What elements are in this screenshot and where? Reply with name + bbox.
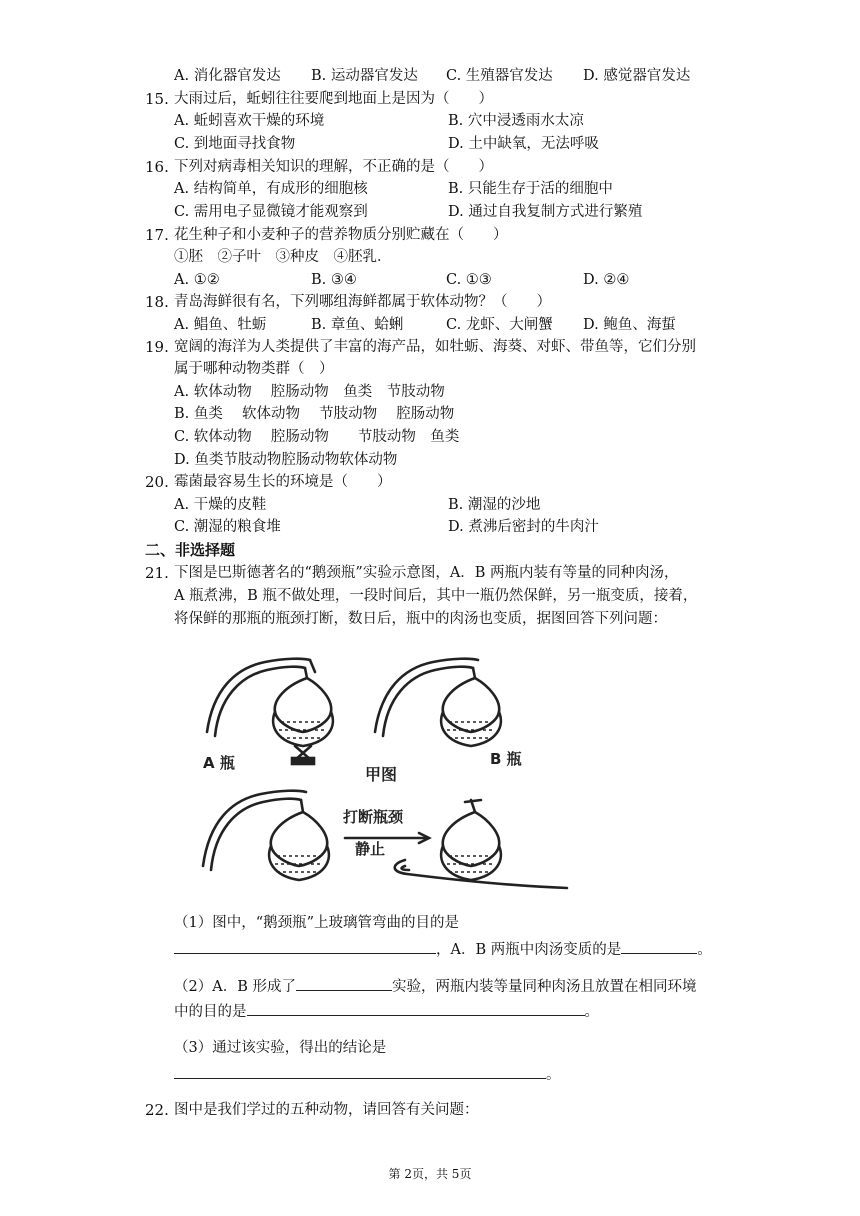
- q22-stem: 图中是我们学过的五种动物，请回答有关问题：: [174, 1102, 479, 1118]
- q14-option-c: C. 生殖器官发达: [446, 68, 553, 84]
- q19-option-c: C. 软体动物 腔肠动物 节肢动物 鱼类: [174, 429, 460, 445]
- q17-option-b: B. ③④: [311, 272, 357, 288]
- section-heading: 二、非选择题: [145, 541, 236, 559]
- q21-sub2-end: 。: [584, 1004, 599, 1020]
- q18-stem: 青岛海鲜很有名，下列哪组海鲜都属于软体动物？（ ）: [174, 294, 551, 310]
- q17-options: [174, 270, 734, 290]
- answer-blank-3[interactable]: [296, 975, 392, 991]
- q16-option-a: A. 结构简单，有成形的细胞核: [174, 181, 368, 197]
- flask-a: [203, 659, 333, 772]
- q21-sub1-line: [174, 938, 712, 960]
- q14-option-b: B. 运动器官发达: [311, 68, 418, 84]
- flask-a-label: A 瓶: [203, 754, 235, 772]
- flask-b: [375, 659, 522, 768]
- q16-option-c: C. 需用电子显微镜才能观察到: [174, 204, 368, 220]
- q21-sub3-end: 。: [546, 1067, 561, 1083]
- q21-sub1-mid: ，A．B 两瓶中肉汤变质的是: [436, 942, 622, 958]
- q20-option-a: A. 干燥的皮鞋: [174, 497, 267, 513]
- q20-option-b: B. 潮湿的沙地: [448, 497, 541, 513]
- flask-intact: [203, 791, 329, 880]
- q21-number: 21.: [145, 564, 169, 582]
- q18-number: 18.: [145, 293, 169, 311]
- q17-option-d: D. ②④: [583, 272, 630, 288]
- q21-stem-line3: 将保鲜的那瓶的瓶颈打断，数日后，瓶中的肉汤也变质，据图回答下列问题：: [174, 611, 667, 627]
- q18-option-b: B. 章鱼、蛤蜊: [311, 317, 404, 333]
- q17-stem: 花生种子和小麦种子的营养物质分别贮藏在（ ）: [174, 227, 508, 243]
- q21-sub1-prompt: （1）图中，“鹅颈瓶”上玻璃管弯曲的目的是: [174, 915, 460, 931]
- q19-number: 19.: [145, 338, 169, 356]
- q16-option-b: B. 只能生存于活的细胞中: [448, 181, 613, 197]
- figure-caption: 甲图: [365, 765, 398, 784]
- q21-sub2-mid: 实验，两瓶内装等量同种肉汤且放置在相同环境: [391, 979, 697, 995]
- q21-sub2-line1: [174, 975, 696, 997]
- q21-sub1-end: 。: [697, 942, 712, 958]
- q20-stem: 霉菌最容易生长的环境是（ ）: [174, 474, 392, 490]
- q21-stem-line1: 下图是巴斯德著名的“鹅颈瓶”实验示意图，A．B 两瓶内装有等量的同种肉汤，: [174, 565, 679, 581]
- q19-stem-line2: 属于哪种动物类群（ ）: [174, 361, 334, 377]
- q17-number: 17.: [145, 226, 169, 244]
- q15-option-d: D. 土中缺氧，无法呼吸: [448, 136, 599, 152]
- flask-b-label: B 瓶: [490, 750, 522, 768]
- arrow-label-bottom: 静止: [355, 840, 386, 858]
- q19-stem-line1: 宽阔的海洋为人类提供了丰富的海产品，如牡蛎、海葵、对虾、带鱼等，它们分别: [174, 339, 696, 355]
- q21-sub2-line2: [174, 1000, 599, 1022]
- swan-neck-flask-figure: [195, 650, 575, 895]
- q15-option-a: A. 蚯蚓喜欢干燥的环境: [174, 113, 325, 129]
- q18-options: [174, 315, 734, 335]
- q14-option-a: A. 消化器官发达: [174, 68, 281, 84]
- q16-option-d: D. 通过自我复制方式进行繁殖: [448, 204, 643, 220]
- q14-options: [174, 66, 734, 86]
- q19-option-a: A. 软体动物 腔肠动物 鱼类 节肢动物: [174, 384, 445, 400]
- q15-option-b: B. 穴中浸透雨水太凉: [448, 113, 584, 129]
- answer-blank-4[interactable]: [247, 1000, 585, 1016]
- answer-blank-5[interactable]: [174, 1063, 546, 1079]
- q20-option-d: D. 煮沸后密封的牛肉汁: [448, 519, 599, 535]
- flask-broken: [395, 800, 567, 888]
- q19-option-b: B. 鱼类 软体动物 节肢动物 腔肠动物: [174, 406, 455, 422]
- q21-sub3-prompt: （3）通过该实验，得出的结论是: [174, 1040, 387, 1056]
- answer-blank-2[interactable]: [621, 938, 697, 954]
- q21-sub2-cont: 中的目的是: [174, 1004, 247, 1020]
- q22-number: 22.: [145, 1101, 169, 1119]
- q18-option-a: A. 鲳鱼、牡蛎: [174, 317, 267, 333]
- q15-stem: 大雨过后，蚯蚓往往要爬到地面上是因为（ ）: [174, 91, 493, 107]
- q15-number: 15.: [145, 90, 169, 108]
- q14-option-d: D. 感觉器官发达: [583, 68, 691, 84]
- q20-option-c: C. 潮湿的粮食堆: [174, 519, 281, 535]
- q16-stem: 下列对病毒相关知识的理解，不正确的是（ ）: [174, 159, 493, 175]
- q19-option-d: D. 鱼类节肢动物腔肠动物软体动物: [174, 452, 398, 468]
- q20-number: 20.: [145, 473, 169, 491]
- q21-sub2-start: （2）A．B 形成了: [174, 979, 296, 995]
- q18-option-c: C. 龙虾、大闸蟹: [446, 317, 553, 333]
- q18-option-d: D. 鲍鱼、海蜇: [583, 317, 676, 333]
- q16-number: 16.: [145, 158, 169, 176]
- page-footer: 第 2页，共 5页: [388, 1167, 472, 1181]
- arrow-label-top: 打断瓶颈: [343, 808, 404, 826]
- q17-option-a: A. ①②: [174, 272, 220, 288]
- q17-items: ①胚 ②子叶 ③种皮 ④胚乳．: [174, 249, 392, 265]
- q15-option-c: C. 到地面寻找食物: [174, 136, 296, 152]
- q21-stem-line2: A 瓶煮沸，B 瓶不做处理，一段时间后，其中一瓶仍然保鲜，另一瓶变质，接着，: [174, 588, 698, 604]
- answer-blank-1[interactable]: [174, 938, 436, 954]
- q21-sub3-line: [174, 1063, 561, 1085]
- q17-option-c: C. ①③: [446, 272, 492, 288]
